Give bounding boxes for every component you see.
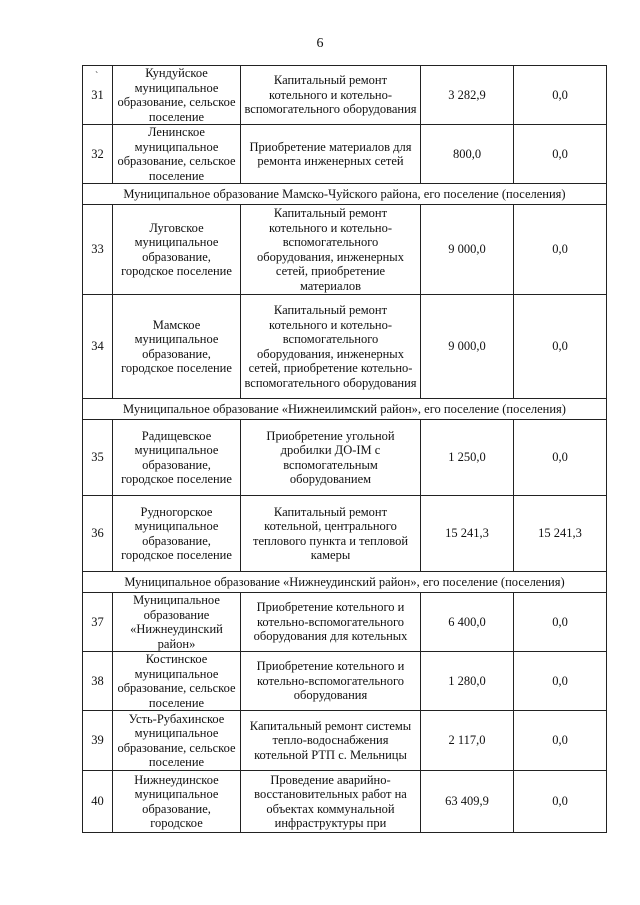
section-row (83, 184, 607, 205)
work-description-cell: Приобретение котельного и котельно-вспомогательного оборудования (241, 652, 421, 711)
work-description-cell: Капитальный ремонт котельного и котельно-вспомогательного оборудования, инженерных сетей, приобретение материалов (241, 205, 421, 295)
total-amount-cell: 1 250,0 (421, 420, 514, 496)
funded-amount-cell: 0,0 (514, 125, 607, 184)
row-number: 33 (83, 205, 113, 295)
table-row (83, 652, 607, 711)
municipality-cell: Ленинское муниципальное образование, сельское поселение (113, 125, 241, 184)
table-row (83, 205, 607, 295)
table-row (83, 496, 607, 572)
section-row (83, 399, 607, 420)
row-number: 32 (83, 125, 113, 184)
total-amount-cell: 6 400,0 (421, 593, 514, 652)
municipality-cell: Радищевское муниципальное образование, городское поселение (113, 420, 241, 496)
section-heading: Муниципальное образование «Нижнеилимский район», его поселение (поселения) (83, 399, 607, 420)
table-row (83, 125, 607, 184)
funded-amount-cell: 0,0 (514, 295, 607, 399)
funding-table (82, 65, 607, 833)
page-number: 6 (316, 36, 324, 51)
total-amount-cell: 9 000,0 (421, 205, 514, 295)
section-heading: Муниципальное образование Мамско-Чуйского района, его поселение (поселения) (83, 184, 607, 205)
municipality-cell: Кундуйское муниципальное образование, сельское поселение (113, 66, 241, 125)
row-number: 38 (83, 652, 113, 711)
funded-amount-cell: 0,0 (514, 593, 607, 652)
work-description-cell: Капитальный ремонт котельной, центрального теплового пункта и тепловой камеры (241, 496, 421, 572)
municipality-cell: Мамское муниципальное образование, городское поселение (113, 295, 241, 399)
table-row (83, 593, 607, 652)
municipality-cell: Муниципальное образование «Нижнеудинский район» (113, 593, 241, 652)
row-number: 39 (83, 711, 113, 771)
table-row (83, 771, 607, 833)
section-heading: Муниципальное образование «Нижнеудинский район», его поселение (поселения) (83, 572, 607, 593)
work-description-cell: Приобретение угольной дробилки ДО-IM с вспомогательным оборудованием (241, 420, 421, 496)
funded-amount-cell: 0,0 (514, 420, 607, 496)
work-description-cell: Капитальный ремонт системы тепло-водоснабжения котельной РТП с. Мельницы (241, 711, 421, 771)
funded-amount-cell: 0,0 (514, 205, 607, 295)
section-row (83, 572, 607, 593)
municipality-cell: Рудногорское муниципальное образование, городское поселение (113, 496, 241, 572)
row-number: 36 (83, 496, 113, 572)
table-row (83, 295, 607, 399)
municipality-cell: Луговское муниципальное образование, городское поселение (113, 205, 241, 295)
work-description-cell: Приобретение котельного и котельно-вспомогательного оборудования для котельных (241, 593, 421, 652)
row-number: 35 (83, 420, 113, 496)
total-amount-cell: 9 000,0 (421, 295, 514, 399)
total-amount-cell: 3 282,9 (421, 66, 514, 125)
work-description-cell: Приобретение материалов для ремонта инженерных сетей (241, 125, 421, 184)
table-row (83, 420, 607, 496)
total-amount-cell: 1 280,0 (421, 652, 514, 711)
total-amount-cell: 15 241,3 (421, 496, 514, 572)
row-number: ` 31 (83, 66, 113, 125)
row-number: 40 (83, 771, 113, 833)
work-description-cell: Капитальный ремонт котельного и котельно-вспомогательного оборудования, инженерных сетей, приобретение котельно-вспомогательного оборудования (241, 295, 421, 399)
row-number: 34 (83, 295, 113, 399)
row-number: 37 (83, 593, 113, 652)
total-amount-cell: 63 409,9 (421, 771, 514, 833)
table-row (83, 66, 607, 125)
work-description-cell: Проведение аварийно-восстановительных работ на объектах коммунальной инфраструктуры при (241, 771, 421, 833)
funded-amount-cell: 0,0 (514, 711, 607, 771)
funded-amount-cell: 0,0 (514, 771, 607, 833)
total-amount-cell: 2 117,0 (421, 711, 514, 771)
funded-amount-cell: 0,0 (514, 66, 607, 125)
municipality-cell: Усть-Рубахинское муниципальное образование, сельское поселение (113, 711, 241, 771)
municipality-cell: Нижнеудинское муниципальное образование, городское (113, 771, 241, 833)
funded-amount-cell: 15 241,3 (514, 496, 607, 572)
work-description-cell: Капитальный ремонт котельного и котельно-вспомогательного оборудования (241, 66, 421, 125)
total-amount-cell: 800,0 (421, 125, 514, 184)
funded-amount-cell: 0,0 (514, 652, 607, 711)
table-row (83, 711, 607, 771)
municipality-cell: Костинское муниципальное образование, сельское поселение (113, 652, 241, 711)
